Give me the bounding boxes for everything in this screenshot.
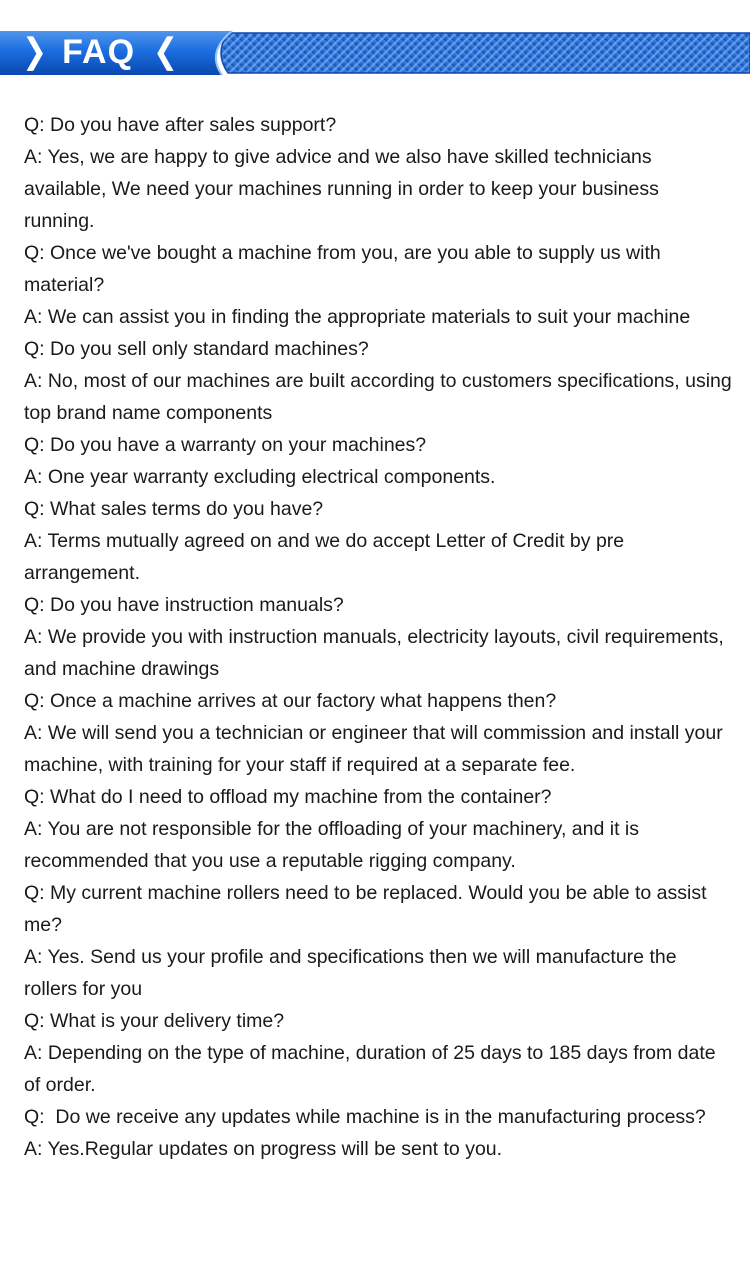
faq-answer-1: A: Yes, we are happy to give advice and we also have skilled technicians available, We need your machines running in order to keep your business running. bbox=[24, 146, 665, 232]
faq-list bbox=[24, 109, 738, 1165]
faq-question-11: Q: Do we receive any updates while machine is in the manufacturing process? bbox=[24, 1106, 706, 1128]
faq-question-5: Q: What sales terms do you have? bbox=[24, 498, 324, 520]
faq-answer-5: A: Terms mutually agreed on and we do accept Letter of Credit by pre arrangement. bbox=[24, 530, 630, 584]
faq-answer-10: A: Depending on the type of machine, duration of 25 days to 185 days from date of order. bbox=[24, 1042, 722, 1096]
faq-question-8: Q: What do I need to offload my machine from the container? bbox=[24, 786, 552, 808]
page-title: FAQ bbox=[62, 33, 136, 71]
faq-question-9: Q: My current machine rollers need to be replaced. Would you be able to assist me? bbox=[24, 882, 712, 936]
faq-question-1: Q: Do you have after sales support? bbox=[24, 114, 337, 136]
faq-answer-9: A: Yes. Send us your profile and specifications then we will manufacture the rollers for you bbox=[24, 946, 682, 1000]
banner-title-group bbox=[22, 29, 179, 75]
faq-answer-11: A: Yes.Regular updates on progress will be sent to you. bbox=[24, 1138, 503, 1160]
faq-answer-3: A: No, most of our machines are built according to customers specifications, using top brand name components bbox=[24, 370, 738, 424]
faq-banner bbox=[0, 29, 750, 77]
faq-question-2: Q: Once we've bought a machine from you, are you able to supply us with material? bbox=[24, 242, 667, 296]
faq-question-4: Q: Do you have a warranty on your machines? bbox=[24, 434, 427, 456]
faq-question-7: Q: Once a machine arrives at our factory what happens then? bbox=[24, 690, 557, 712]
faq-question-6: Q: Do you have instruction manuals? bbox=[24, 594, 344, 616]
faq-answer-4: A: One year warranty excluding electrical components. bbox=[24, 466, 496, 488]
faq-question-10: Q: What is your delivery time? bbox=[24, 1010, 285, 1032]
chevron-right-icon: ❯ bbox=[22, 32, 49, 71]
faq-question-3: Q: Do you sell only standard machines? bbox=[24, 338, 369, 360]
chevron-left-icon: ❮ bbox=[153, 32, 180, 71]
faq-answer-8: A: You are not responsible for the offloading of your machinery, and it is recommended that you use a reputable rigging company. bbox=[24, 818, 645, 872]
faq-answer-6: A: We provide you with instruction manuals, electricity layouts, civil requirements, and machine drawings bbox=[24, 626, 730, 680]
faq-answer-7: A: We will send you a technician or engineer that will commission and install your machine, with training for your staff if required at a separate fee. bbox=[24, 722, 729, 776]
faq-answer-2: A: We can assist you in finding the appropriate materials to suit your machine bbox=[24, 306, 691, 328]
